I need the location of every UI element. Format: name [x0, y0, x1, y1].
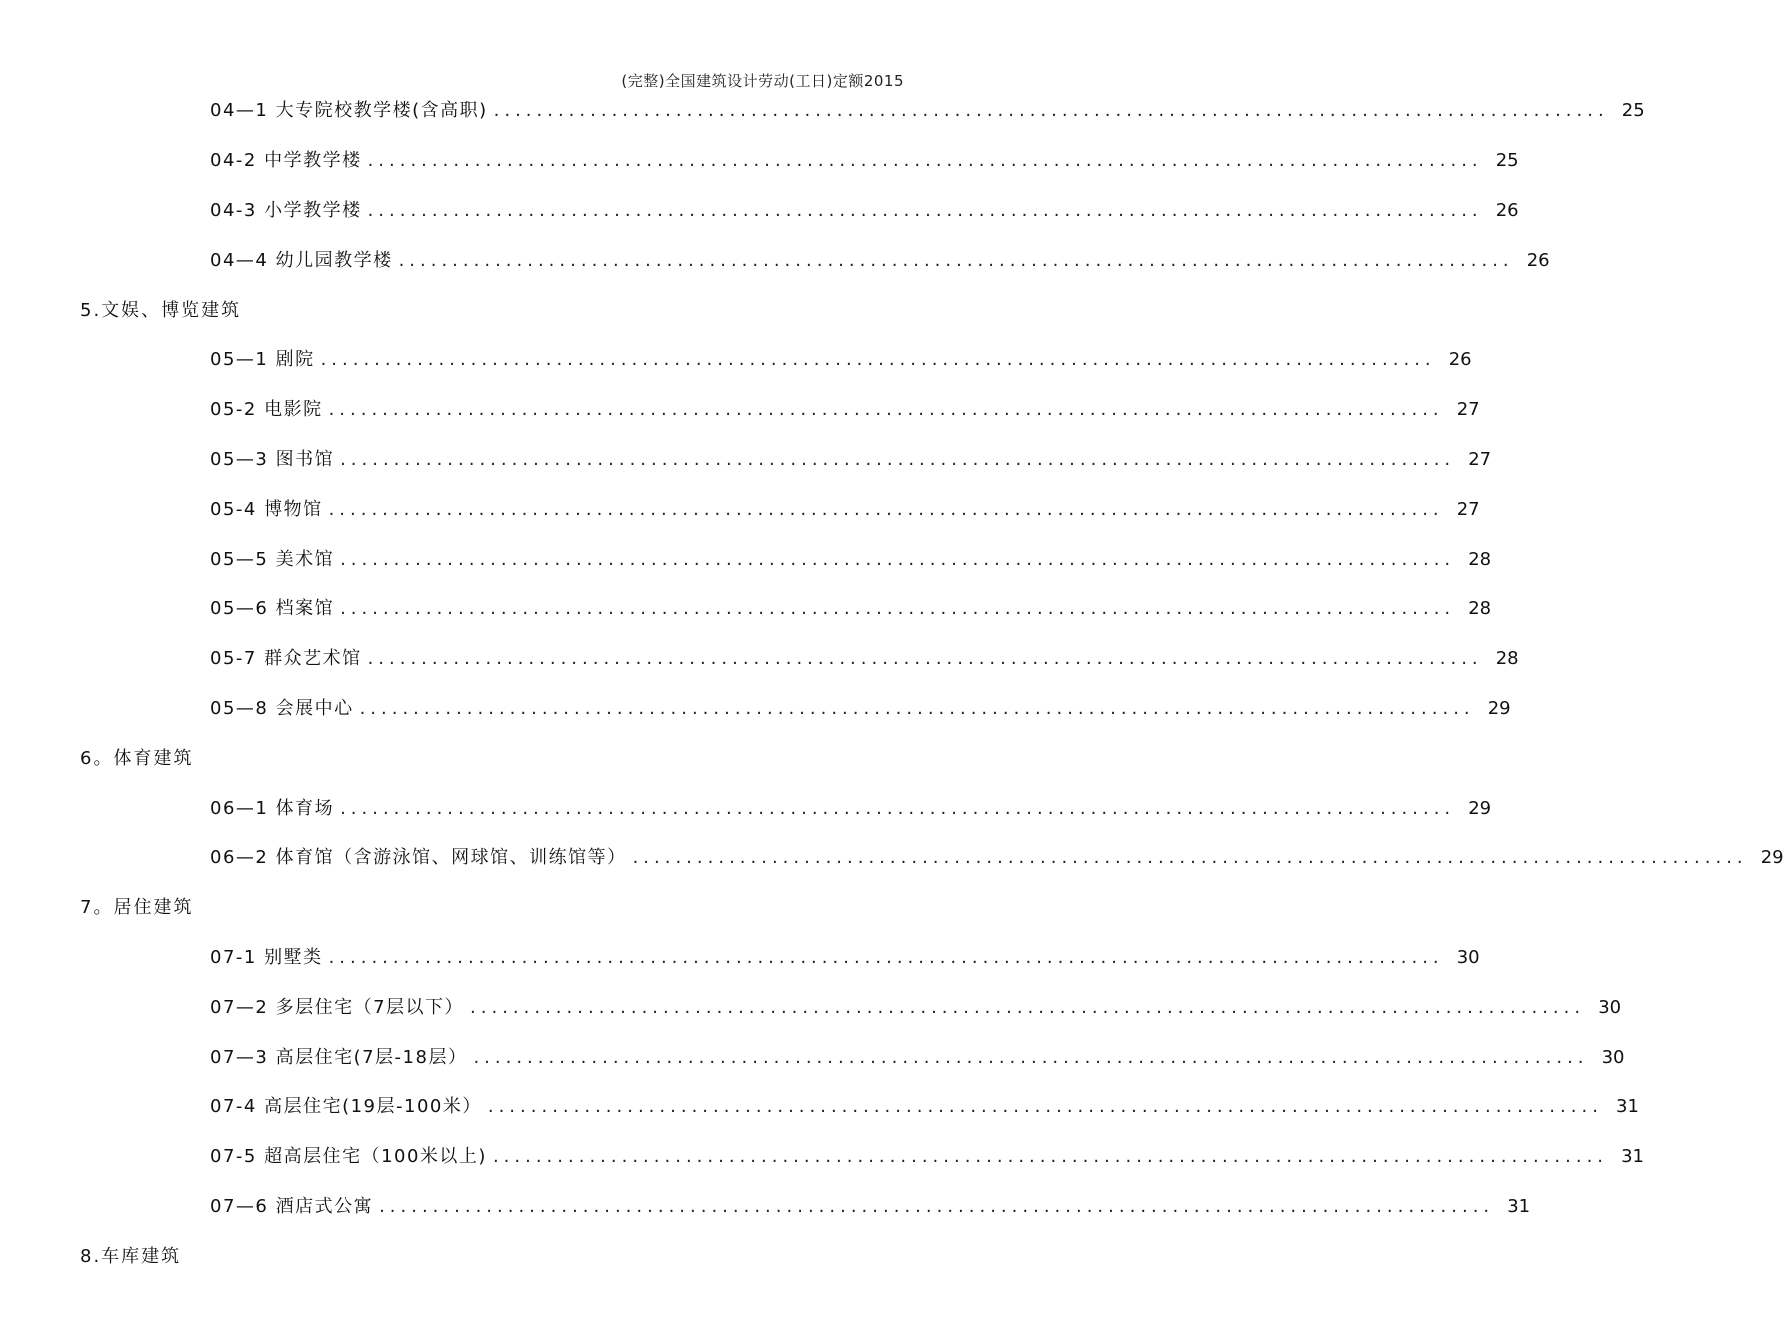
toc-leader-dots: ........................................................................................................ [379, 1196, 1495, 1217]
toc-entry-05-1[interactable] [210, 347, 1472, 373]
toc-entry-label: 06—1 体育场 [210, 798, 335, 819]
toc-leader-dots: ........................................................................................................ [487, 1096, 1603, 1117]
toc-page-number: 28 [1468, 549, 1492, 570]
toc-entry-label: 05-4 博物馆 [210, 499, 323, 520]
toc-page-number: 30 [1601, 1047, 1625, 1068]
toc-page-number: 26 [1526, 250, 1550, 271]
toc-leader-dots: ........................................................................................................ [367, 648, 1483, 669]
toc-page-number: 27 [1468, 449, 1492, 470]
toc-section-6[interactable]: 6。体育建筑 [80, 748, 194, 769]
toc-entry-05-6[interactable] [210, 596, 1492, 622]
toc-leader-dots: ........................................................................................................ [367, 200, 1483, 221]
toc-entry-label: 04—4 幼儿园教学楼 [210, 250, 393, 271]
toc-page-number: 25 [1621, 100, 1645, 121]
toc-entry-label: 05—8 会展中心 [210, 698, 354, 719]
toc-entry-06-2[interactable] [210, 845, 1784, 871]
toc-leader-dots: ........................................................................................................ [632, 847, 1748, 868]
toc-page-number: 31 [1621, 1146, 1645, 1167]
toc-entry-label: 04-2 中学教学楼 [210, 150, 362, 171]
toc-leader-dots: ........................................................................................................ [359, 698, 1475, 719]
toc-page-number: 25 [1495, 150, 1519, 171]
toc-entry-label: 05—6 档案馆 [210, 598, 335, 619]
toc-page-number: 29 [1487, 698, 1511, 719]
toc-page-number: 29 [1468, 798, 1492, 819]
toc-entry-label: 06—2 体育馆（含游泳馆、网球馆、训练馆等） [210, 847, 627, 868]
toc-entry-07-2[interactable] [210, 995, 1622, 1021]
toc-entry-label: 05-2 电影院 [210, 399, 323, 420]
toc-leader-dots: ........................................................................................................ [340, 798, 1456, 819]
toc-page-number: 28 [1468, 598, 1492, 619]
toc-leader-dots: ........................................................................................................ [328, 499, 1444, 520]
toc-leader-dots: ........................................................................................................ [328, 947, 1444, 968]
toc-entry-04-2[interactable] [210, 148, 1519, 174]
toc-section-5[interactable]: 5.文娱、博览建筑 [80, 300, 242, 321]
toc-entry-07-6[interactable] [210, 1194, 1531, 1220]
toc-leader-dots: ........................................................................................................ [320, 349, 1436, 370]
toc-entry-label: 05-7 群众艺术馆 [210, 648, 362, 669]
toc-entry-label: 05—5 美术馆 [210, 549, 335, 570]
toc-page-number: 27 [1456, 499, 1480, 520]
toc-entry-05-4[interactable] [210, 497, 1480, 523]
toc-entry-label: 07—6 酒店式公寓 [210, 1196, 374, 1217]
toc-entry-07-1[interactable] [210, 945, 1480, 971]
toc-entry-05-7[interactable] [210, 646, 1519, 672]
toc-page-number: 26 [1495, 200, 1519, 221]
toc-leader-dots: ........................................................................................................ [473, 1047, 1589, 1068]
toc-leader-dots: ........................................................................................................ [493, 100, 1609, 121]
toc-entry-05-2[interactable] [210, 397, 1480, 423]
toc-leader-dots: ........................................................................................................ [470, 997, 1586, 1018]
toc-leader-dots: ........................................................................................................ [340, 598, 1456, 619]
toc-entry-07-3[interactable] [210, 1045, 1625, 1071]
toc-entry-05-3[interactable] [210, 447, 1492, 473]
toc-page-number: 31 [1507, 1196, 1531, 1217]
toc-entry-05-5[interactable] [210, 547, 1492, 573]
toc-page-number: 28 [1495, 648, 1519, 669]
toc-entry-label: 07-5 超高层住宅（100米以上) [210, 1146, 487, 1167]
toc-leader-dots: ........................................................................................................ [340, 449, 1456, 470]
toc-page-number: 30 [1598, 997, 1622, 1018]
toc-page-number: 29 [1760, 847, 1784, 868]
toc-section-7[interactable]: 7。居住建筑 [80, 897, 194, 918]
toc-page-number: 27 [1456, 399, 1480, 420]
toc-page-number: 26 [1448, 349, 1472, 370]
toc-entry-06-1[interactable] [210, 796, 1492, 822]
toc-leader-dots: ........................................................................................................ [340, 549, 1456, 570]
toc-entry-07-4[interactable] [210, 1094, 1639, 1120]
toc-entry-label: 04—1 大专院校教学楼(含高职) [210, 100, 488, 121]
toc-entry-04-4[interactable] [210, 248, 1550, 274]
toc-entry-04-1[interactable] [210, 98, 1645, 124]
toc-entry-label: 07-1 别墅类 [210, 947, 323, 968]
toc-entry-label: 05—1 剧院 [210, 349, 315, 370]
toc-section-8[interactable]: 8.车库建筑 [80, 1246, 182, 1267]
toc-entry-label: 07-4 高层住宅(19层-100米） [210, 1096, 482, 1117]
toc-entry-label: 07—2 多层住宅（7层以下） [210, 997, 465, 1018]
toc-leader-dots: ........................................................................................................ [492, 1146, 1609, 1167]
toc-leader-dots: ........................................................................................................ [328, 399, 1444, 420]
toc-page-number: 30 [1456, 947, 1480, 968]
toc-leader-dots: ........................................................................................................ [398, 250, 1514, 271]
toc-entry-05-8[interactable] [210, 696, 1511, 722]
toc-page-number: 31 [1616, 1096, 1639, 1117]
page-header: (完整)全国建筑设计劳动(工日)定额2015 [621, 72, 904, 90]
toc-entry-label: 04-3 小学教学楼 [210, 200, 362, 221]
toc-entry-04-3[interactable] [210, 198, 1519, 224]
toc-entry-label: 05—3 图书馆 [210, 449, 335, 470]
toc-entry-07-5[interactable] [210, 1144, 1645, 1170]
toc-entry-label: 07—3 高层住宅(7层-18层） [210, 1047, 468, 1068]
toc-leader-dots: ........................................................................................................ [367, 150, 1483, 171]
